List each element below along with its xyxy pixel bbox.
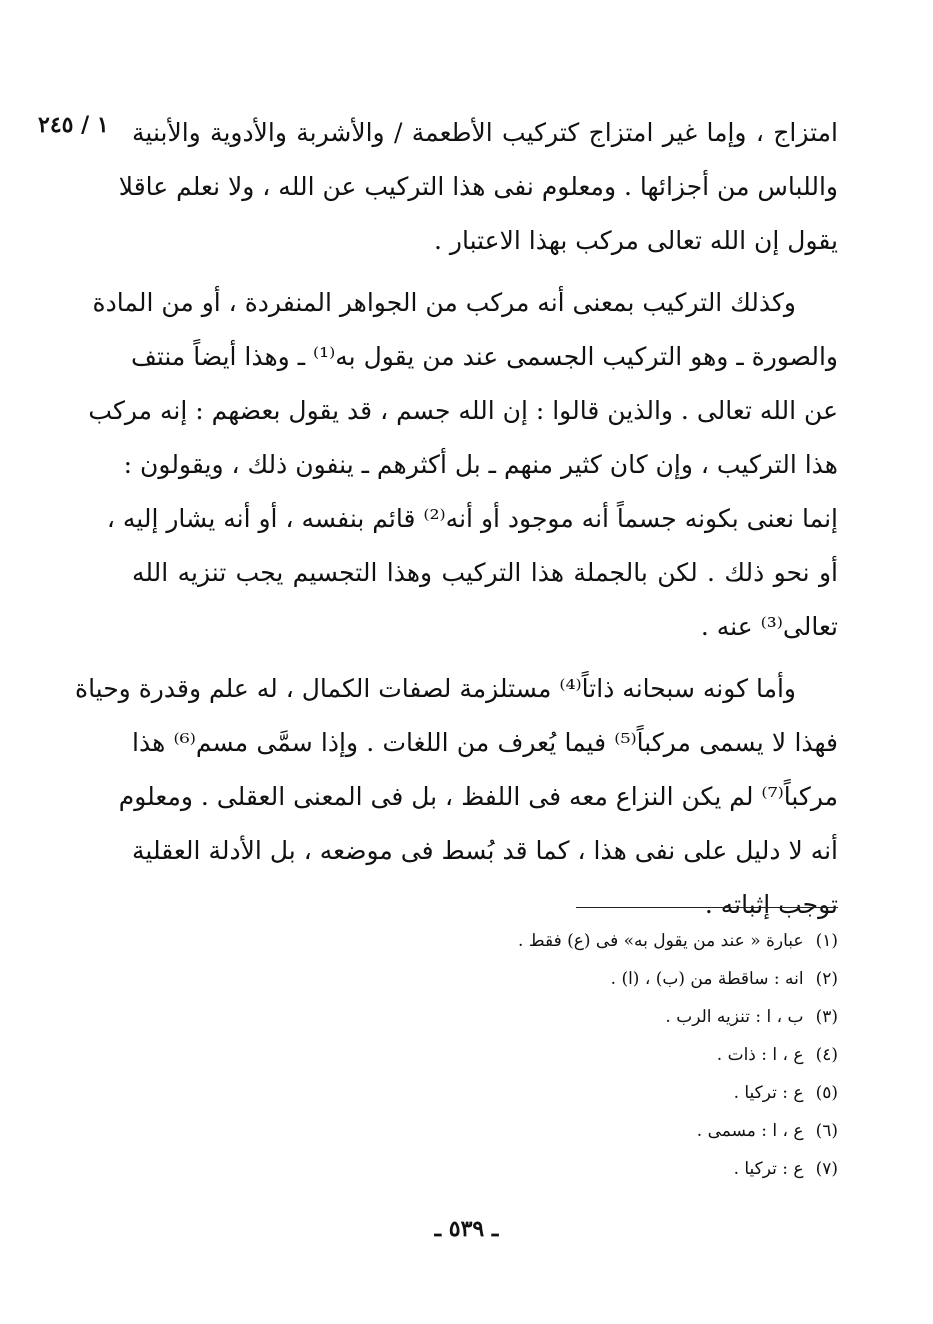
paragraph-1 (118, 106, 838, 268)
footnote-number: (٢) (815, 969, 838, 989)
page-number: ـ ٥٣٩ ـ (434, 1216, 499, 1242)
footnote-text: عبارة « عند من يقول به» فى (ع) فقط . (518, 931, 804, 951)
footnote-text: ع ، ا : مسمى . (696, 1121, 804, 1141)
text-line: امتزاج ، وإما غير امتزاج كتركيب الأطعمة / والأشربة والأدوية والأبنية (132, 118, 838, 147)
footnote-text: ع : تركيا . (733, 1159, 804, 1179)
text-line: أو نحو ذلك . لكن بالجملة هذا التركيب وهذا التجسيم يجب تنزيه الله (132, 558, 838, 587)
text-line: يقول إن الله تعالى مركب بهذا الاعتبار . (434, 226, 838, 255)
footnote-text: ع : تركيا . (733, 1083, 804, 1103)
text-line: والصورة ـ وهو التركيب الجسمى عند من يقول به⁽¹⁾ ـ وهذا أيضاً منتف (130, 342, 838, 371)
footnote-item (300, 1074, 838, 1112)
main-text (74, 106, 838, 940)
footnote-number: (٦) (815, 1121, 838, 1141)
footnote-number: (٧) (815, 1159, 838, 1179)
footnote-text: ع ، ا : ذات . (716, 1045, 804, 1065)
footnote-number: (٤) (815, 1045, 838, 1065)
text-line: إنما نعنى بكونه جسماً أنه موجود أو أنه⁽²⁾ قائم بنفسه ، أو أنه يشار إليه ، (106, 504, 838, 533)
footnote-item (300, 998, 838, 1036)
text-line: توجب إثباته . (704, 890, 838, 919)
footnote-item (300, 960, 838, 998)
footnotes (300, 922, 838, 1188)
footnote-item (300, 922, 838, 960)
text-line: واللباس من أجزائها . ومعلوم نفى هذا التركيب عن الله ، ولا نعلم عاقلا (118, 172, 838, 201)
footnote-item (300, 1036, 838, 1074)
footnote-item (300, 1150, 838, 1188)
text-line: فهذا لا يسمى مركباً⁽⁵⁾ فيما يُعرف من اللغات . وإذا سمَّى مسم⁽⁶⁾ هذا (132, 728, 838, 757)
text-line: أنه لا دليل على نفى هذا ، كما قد بُسط فى موضعه ، بل الأدلة العقلية (132, 836, 838, 865)
footnote-text: ب ، ا : تنزيه الرب . (665, 1007, 804, 1027)
text-line: عن الله تعالى . والذين قالوا : إن الله جسم ، قد يقول بعضهم : إنه مركب (88, 396, 838, 425)
text-line: تعالى⁽³⁾ عنه . (700, 612, 838, 641)
footnote-number: (٥) (815, 1083, 838, 1103)
text-line: هذا التركيب ، وإن كان كثير منهم ـ بل أكثرهم ـ ينفون ذلك ، ويقولون : (123, 450, 838, 479)
text-line: وكذلك التركيب بمعنى أنه مركب من الجواهر المنفردة ، أو من المادة (92, 288, 796, 317)
footnote-number: (١) (815, 931, 838, 951)
paragraph-2 (88, 276, 838, 654)
footnote-text: انه : ساقطة من (ب) ، (ا) . (610, 969, 804, 989)
paragraph-3 (74, 662, 838, 932)
margin-reference: ١ / ٢٤٥ (38, 112, 109, 138)
footnote-number: (٣) (815, 1007, 838, 1027)
text-line: مركباً⁽⁷⁾ لم يكن النزاع معه فى اللفظ ، بل فى المعنى العقلى . ومعلوم (118, 782, 838, 811)
footnote-item (300, 1112, 838, 1150)
text-line: وأما كونه سبحانه ذاتاً⁽⁴⁾ مستلزمة لصفات الكمال ، له علم وقدرة وحياة (74, 674, 796, 703)
footnote-divider (576, 907, 838, 908)
